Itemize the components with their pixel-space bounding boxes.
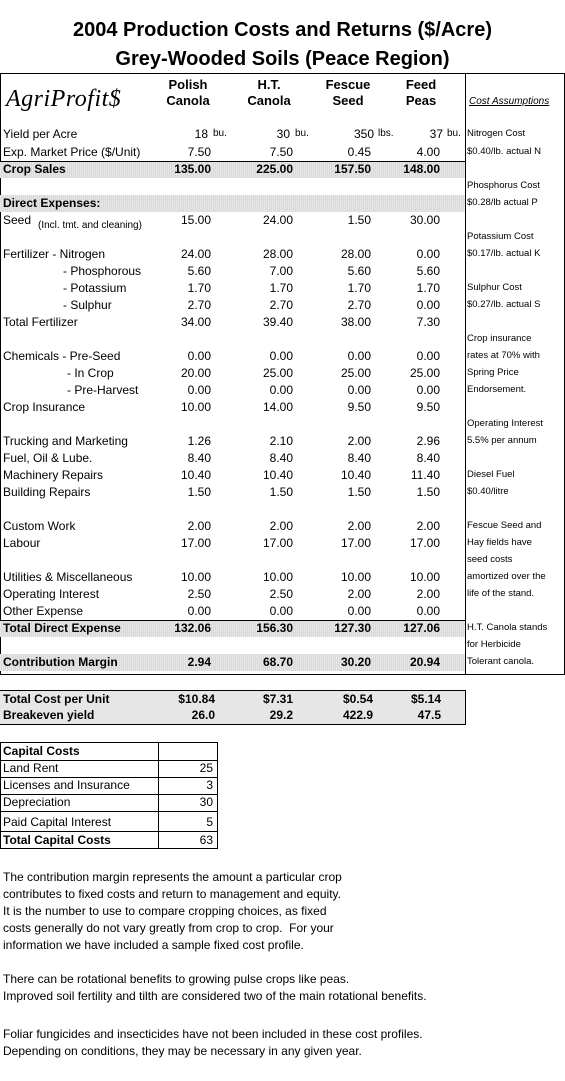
capital-total-value: 63 [199, 833, 213, 847]
row-value: 127.30 [334, 621, 371, 635]
row-value: 2.00 [269, 519, 293, 533]
capital-row-rule [0, 811, 218, 812]
row-value: 30.00 [409, 213, 440, 227]
row-label: Crop Insurance [3, 400, 86, 414]
yield-value-fescue: 350 [353, 127, 374, 141]
capital-row-value: 5 [206, 815, 213, 829]
row-value: 2.00 [347, 519, 371, 533]
row-label: Direct Expenses: [3, 196, 101, 210]
row-value: 14.00 [262, 400, 293, 414]
row-label: Seed [3, 213, 32, 227]
row-value: 5.60 [347, 264, 371, 278]
row-value: 0.00 [187, 383, 211, 397]
row-value: 30.20 [340, 655, 371, 669]
summary-value: 29.2 [269, 708, 293, 722]
row-value: 132.06 [174, 621, 211, 635]
row-value: 1.70 [187, 281, 211, 295]
row-value: 2.70 [347, 298, 371, 312]
row-value: 8.40 [347, 451, 371, 465]
row-value: 10.40 [262, 468, 293, 482]
row-label: Fuel, Oil & Lube. [3, 451, 93, 465]
capital-total-label: Total Capital Costs [3, 833, 111, 847]
capital-row-value: 25 [199, 761, 213, 775]
yield-unit-ht: bu. [295, 128, 309, 139]
assumption-note-line: life of the stand. [467, 588, 535, 599]
assumption-note-line: amortized over the [467, 571, 546, 582]
column-header-line-1: Polish [168, 77, 208, 92]
capital-row-label: Land Rent [3, 761, 59, 775]
row-value: 5.60 [416, 264, 440, 278]
row-value: 0.00 [416, 383, 440, 397]
row-label: Exp. Market Price ($/Unit) [3, 145, 141, 159]
row-value: 1.26 [187, 434, 211, 448]
capital-row-label: Depreciation [3, 795, 71, 809]
table-top-border [0, 73, 565, 74]
row-value: 10.00 [180, 400, 211, 414]
row-value: 10.00 [409, 570, 440, 584]
paragraph-contribution-margin: The contribution margin represents the amount a particular crop contributes to fixed costs and return to management and equity. It is the number to use to compare cropping choices, as fixed costs generally do not vary greatly from crop to crop. For your information we have included a sample fixed cost profile. [3, 870, 342, 952]
row-label: Trucking and Marketing [3, 434, 128, 448]
capital-col-rule [158, 742, 159, 849]
row-value: 2.00 [347, 587, 371, 601]
row-label: Total Fertilizer [3, 315, 78, 329]
row-value: 0.45 [347, 145, 371, 159]
row-value: 10.40 [180, 468, 211, 482]
row-value: 8.40 [416, 451, 440, 465]
summary-value: $7.31 [262, 692, 293, 706]
row-value: 2.70 [187, 298, 211, 312]
row-value: 2.00 [347, 434, 371, 448]
table-divider-border [465, 73, 466, 675]
column-header-line-1: H.T. [257, 77, 281, 92]
summary-value: $10.84 [178, 692, 215, 706]
row-value: 1.70 [347, 281, 371, 295]
row-value: 20.00 [180, 366, 211, 380]
row-value: 2.00 [416, 587, 440, 601]
row-value: 7.50 [269, 145, 293, 159]
column-header-line-1: Fescue [325, 77, 371, 92]
row-value: 0.00 [347, 349, 371, 363]
row-value: 1.50 [269, 485, 293, 499]
row-value: 148.00 [403, 162, 440, 176]
row-value: 17.00 [409, 536, 440, 550]
assumption-note-line: Phosphorus Cost [467, 180, 540, 191]
yield-value-peas: 37 [429, 127, 443, 141]
assumption-note-line: for Herbicide [467, 639, 521, 650]
row-value: 39.40 [262, 315, 293, 329]
row-value: 28.00 [262, 247, 293, 261]
capital-costs-header: Capital Costs [3, 744, 80, 758]
capital-row-value: 3 [206, 778, 213, 792]
column-header-fescue-seed [318, 77, 378, 109]
paragraph-foliar-fungicides: Foliar fungicides and insecticides have not been included in these cost profiles. Depending on conditions, they may be necessary in any given year. [3, 1027, 423, 1058]
row-value: 0.00 [187, 604, 211, 618]
row-value: 24.00 [262, 213, 293, 227]
row-value: 4.00 [416, 145, 440, 159]
row-value: 38.00 [340, 315, 371, 329]
assumption-note-line: Tolerant canola. [467, 656, 535, 667]
row-value: 10.40 [340, 468, 371, 482]
row-value: 0.00 [269, 349, 293, 363]
row-value: 10.00 [262, 570, 293, 584]
yield-unit-polish: bu. [213, 128, 227, 139]
row-label: Fertilizer - Nitrogen [3, 247, 106, 261]
assumption-note-line: seed costs [467, 554, 513, 565]
row-value: 0.00 [347, 604, 371, 618]
row-label: Building Repairs [3, 485, 91, 499]
row-value: 9.50 [347, 400, 371, 414]
row-value: 2.50 [269, 587, 293, 601]
row-value: 1.70 [416, 281, 440, 295]
assumption-note-line: $0.40/lb. actual N [467, 146, 541, 157]
row-label: - Sulphur [63, 298, 112, 312]
row-label: - Phosphorous [63, 264, 142, 278]
assumption-note-line: Fescue Seed and [467, 520, 542, 531]
paragraph-rotational-benefits: There can be rotational benefits to growing pulse crops like peas. Improved soil fertility and tilth are considered two of the main rotational benefits. [3, 972, 427, 1003]
assumption-note-line: Crop insurance [467, 333, 532, 344]
summary-value: $5.14 [410, 692, 441, 706]
row-value: 0.00 [187, 349, 211, 363]
yield-unit-peas: bu. [447, 128, 461, 139]
summary-value: 47.5 [417, 708, 441, 722]
yield-label: Yield per Acre [3, 127, 78, 141]
column-header-polish-canola [158, 77, 218, 109]
row-value: 17.00 [180, 536, 211, 550]
assumption-note-line: Spring Price [467, 367, 519, 378]
row-label: Total Direct Expense [3, 621, 121, 635]
row-label: - Potassium [63, 281, 127, 295]
row-value: 25.00 [409, 366, 440, 380]
row-value: 17.00 [262, 536, 293, 550]
row-label: - Pre-Harvest [67, 383, 139, 397]
row-value: 0.00 [269, 383, 293, 397]
column-header-line-2: Canola [247, 93, 291, 108]
row-label-note: (Incl. tmt. and cleaning) [38, 220, 142, 231]
row-value: 25.00 [340, 366, 371, 380]
row-value: 1.50 [187, 485, 211, 499]
column-header-line-2: Peas [405, 93, 437, 108]
row-value: 10.00 [340, 570, 371, 584]
assumption-note-line: $0.27/lb. actual S [467, 299, 541, 310]
assumption-note-line: H.T. Canola stands [467, 622, 548, 633]
row-value: 2.70 [269, 298, 293, 312]
row-value: 2.10 [269, 434, 293, 448]
yield-unit-fescue: lbs. [378, 128, 394, 139]
row-value: 127.06 [403, 621, 440, 635]
column-header-line-2: Seed [332, 93, 364, 108]
row-label: Machinery Repairs [3, 468, 104, 482]
row-value: 10.00 [180, 570, 211, 584]
row-value: 0.00 [416, 349, 440, 363]
yield-value-polish: 18 [194, 127, 208, 141]
summary-right-rule [465, 690, 466, 725]
capital-row-value: 30 [199, 795, 213, 809]
row-value: 17.00 [340, 536, 371, 550]
row-value: 1.50 [347, 485, 371, 499]
row-value: 7.00 [269, 264, 293, 278]
assumption-note-line: $0.17/lb. actual K [467, 248, 541, 259]
row-value: 28.00 [340, 247, 371, 261]
row-value: 20.94 [409, 655, 440, 669]
row-value: 135.00 [174, 162, 211, 176]
row-value: 2.50 [187, 587, 211, 601]
summary-label: Total Cost per Unit [3, 692, 110, 706]
summary-value: $0.54 [342, 692, 373, 706]
column-header-line-1: Feed [405, 77, 437, 92]
assumption-note-line: Hay fields have [467, 537, 532, 548]
row-value: 25.00 [262, 366, 293, 380]
row-value: 156.30 [256, 621, 293, 635]
column-header-feed-peas [391, 77, 451, 109]
row-label: Crop Sales [3, 162, 66, 176]
row-value: 0.00 [416, 247, 440, 261]
row-value: 9.50 [416, 400, 440, 414]
summary-bottom-rule [0, 724, 466, 725]
row-value: 2.00 [416, 519, 440, 533]
row-value: 0.00 [347, 383, 371, 397]
row-value: 2.00 [187, 519, 211, 533]
row-value: 11.40 [410, 468, 440, 482]
row-label: - In Crop [67, 366, 114, 380]
row-label-note-wrap [38, 215, 142, 233]
summary-value: 26.0 [191, 708, 215, 722]
row-value: 225.00 [256, 162, 293, 176]
row-label: Operating Interest [3, 587, 100, 601]
row-value: 15.00 [180, 213, 211, 227]
agriprofit-logo: AgriProfit$ [6, 86, 122, 112]
row-value: 7.50 [187, 145, 211, 159]
row-value: 157.50 [334, 162, 371, 176]
row-value: 8.40 [269, 451, 293, 465]
page-title-line-1: 2004 Production Costs and Returns ($/Acre) [73, 19, 492, 41]
capital-row-label: Licenses and Insurance [3, 778, 130, 792]
assumption-note-line: rates at 70% with [467, 350, 540, 361]
capital-row-rule [0, 831, 218, 832]
row-label: Labour [3, 536, 41, 550]
row-label: Utilities & Miscellaneous [3, 570, 133, 584]
row-value: 2.94 [187, 655, 211, 669]
assumption-note-line: $0.40/litre [467, 486, 509, 497]
row-label: Chemicals - Pre-Seed [3, 349, 121, 363]
row-value: 7.30 [416, 315, 440, 329]
assumption-note-line: 5.5% per annum [467, 435, 537, 446]
summary-label: Breakeven yield [3, 708, 95, 722]
summary-value: 422.9 [342, 708, 373, 722]
assumption-note-line: Potassium Cost [467, 231, 534, 242]
row-label: Contribution Margin [3, 655, 118, 669]
capital-row-label: Paid Capital Interest [3, 815, 112, 829]
assumption-note-line: Endorsement. [467, 384, 527, 395]
row-value: 24.00 [180, 247, 211, 261]
row-value: 68.70 [262, 655, 293, 669]
column-header-line-2: Canola [166, 93, 210, 108]
row-value: 1.50 [416, 485, 440, 499]
row-value: 0.00 [416, 604, 440, 618]
row-value: 0.00 [416, 298, 440, 312]
row-value: 8.40 [187, 451, 211, 465]
yield-value-ht: 30 [276, 127, 290, 141]
table-bottom-border [0, 674, 565, 675]
row-value: 34.00 [180, 315, 211, 329]
assumption-note-line: Operating Interest [467, 418, 544, 429]
assumption-note-line: Diesel Fuel [467, 469, 515, 480]
row-label: Other Expense [3, 604, 84, 618]
row-label: Custom Work [3, 519, 76, 533]
page-title-line-2: Grey-Wooded Soils (Peace Region) [115, 48, 450, 70]
assumption-note-line: Nitrogen Cost [467, 128, 526, 139]
row-value: 0.00 [269, 604, 293, 618]
cost-assumptions-header: Cost Assumptions [469, 96, 550, 107]
row-value: 5.60 [187, 264, 211, 278]
assumption-note-line: $0.28/lb actual P [467, 197, 538, 208]
row-value: 1.50 [347, 213, 371, 227]
column-header-ht-canola [239, 77, 299, 109]
row-value: 2.96 [416, 434, 440, 448]
assumption-note-line: Sulphur Cost [467, 282, 522, 293]
row-value: 1.70 [269, 281, 293, 295]
